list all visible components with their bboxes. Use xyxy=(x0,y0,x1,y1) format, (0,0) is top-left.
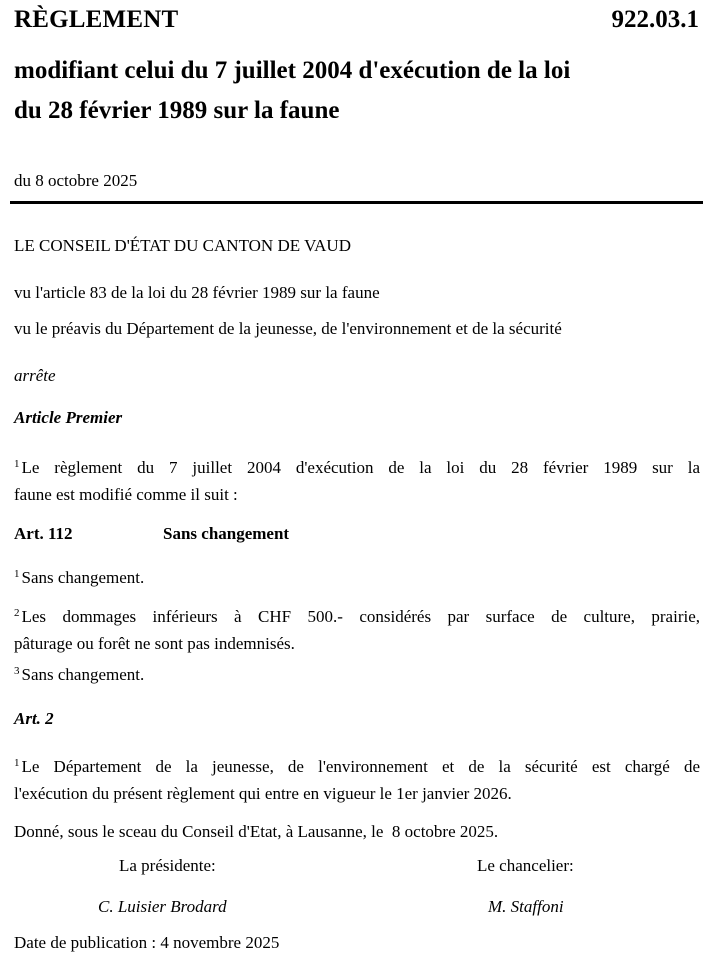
article-premier-heading: Article Premier xyxy=(14,408,123,427)
article-2-heading: Art. 2 xyxy=(14,709,54,728)
art-112-label: Art. 112 xyxy=(14,524,73,543)
document-date: du 8 octobre 2025 xyxy=(14,171,138,190)
art-112-alinea-2: $^2$ Les dommages inférieurs à CHF 500.- considérés par surface de culture, prairie, pâturage ou forêt ne sont pas indemnisés. xyxy=(14,607,700,653)
given-statement: Donné, sous le sceau du Conseil d'Etat, à Lausanne, le 8 octobre 2025. xyxy=(14,822,499,841)
art-112-alinea-1: $^1$ Sans changement. xyxy=(14,568,145,587)
art-112-title: Sans changement xyxy=(163,524,290,543)
president-signature-name: C. Luisier Brodard xyxy=(98,897,227,916)
chancellor-label: Le chancelier: xyxy=(477,856,574,875)
issuing-authority: LE CONSEIL D'ÉTAT DU CANTON DE VAUD xyxy=(14,236,351,255)
document-title: RÈGLEMENT xyxy=(14,6,179,33)
alinea-number: 1 xyxy=(14,458,20,470)
document-number: 922.03.1 xyxy=(611,6,699,33)
publication-date: Date de publication : 4 novembre 2025 xyxy=(14,933,280,952)
document-subtitle-line1: modifiant celui du 7 juillet 2004 d'exécution de la loi xyxy=(14,57,571,84)
article-2-paragraph: $^1$ Le Département de la jeunesse, de l'environnement et de la sécurité est chargé de l'exécution du présent règlement qui entre en vigueur le 1er janvier 2026. xyxy=(14,757,700,803)
article-premier-paragraph: $^1$ Le règlement du 7 juillet 2004 d'exécution de la loi du 28 février 1989 sur la faune est modifié comme il suit : xyxy=(14,458,700,504)
preamble-vu-1: vu l'article 83 de la loi du 28 février 1989 sur la faune xyxy=(14,283,380,302)
preamble-vu-2: vu le préavis du Département de la jeunesse, de l'environnement et de la sécurité xyxy=(14,319,562,338)
art-112-alinea-3: $^3$ Sans changement. xyxy=(14,665,145,684)
president-label: La présidente: xyxy=(119,856,216,875)
document-subtitle-line2: du 28 février 1989 sur la faune xyxy=(14,97,340,124)
chancellor-signature-name: M. Staffoni xyxy=(488,897,564,916)
header-divider xyxy=(10,201,703,204)
arrete-word: arrête xyxy=(14,366,56,385)
